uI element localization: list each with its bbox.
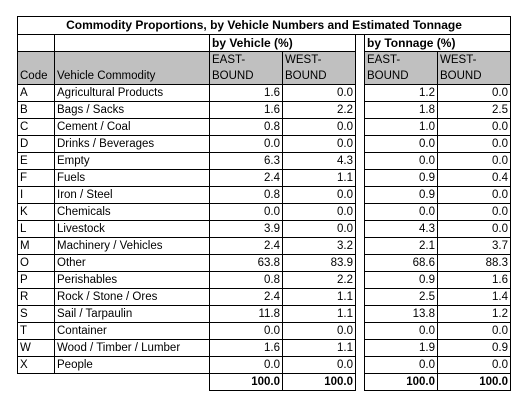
- group-header-row: [18, 35, 511, 52]
- cell-vehicle-eastbound: 6.3: [210, 153, 283, 170]
- cell-commodity: Chemicals: [55, 204, 210, 221]
- cell-tonnage-westbound: 0.0: [438, 204, 511, 221]
- cell-commodity: Perishables: [55, 272, 210, 289]
- table-row: [18, 102, 511, 119]
- cell-tonnage-westbound: 0.0: [438, 119, 511, 136]
- group-by-vehicle: by Vehicle (%): [210, 35, 356, 52]
- header-tonnage-eastbound: EAST- BOUND: [365, 52, 438, 85]
- cell-tonnage-eastbound: 0.0: [365, 357, 438, 374]
- cell-vehicle-westbound: 2.2: [283, 102, 356, 119]
- cell-tonnage-eastbound: 0.0: [365, 153, 438, 170]
- table-row: [18, 170, 511, 187]
- cell-tonnage-eastbound: 0.9: [365, 187, 438, 204]
- cell-vehicle-eastbound: 1.6: [210, 102, 283, 119]
- cell-tonnage-westbound: 2.5: [438, 102, 511, 119]
- table-row: [18, 187, 511, 204]
- cell-tonnage-eastbound: 13.8: [365, 306, 438, 323]
- cell-vehicle-eastbound: 11.8: [210, 306, 283, 323]
- cell-commodity: Sail / Tarpaulin: [55, 306, 210, 323]
- total-tonnage-westbound: 100.0: [438, 374, 511, 391]
- table-row: [18, 85, 511, 102]
- cell-vehicle-westbound: 83.9: [283, 255, 356, 272]
- cell-tonnage-eastbound: 68.6: [365, 255, 438, 272]
- table-row: [18, 323, 511, 340]
- cell-tonnage-westbound: 0.0: [438, 136, 511, 153]
- cell-commodity: Wood / Timber / Lumber: [55, 340, 210, 357]
- cell-vehicle-westbound: 2.2: [283, 272, 356, 289]
- table-row: [18, 204, 511, 221]
- cell-vehicle-westbound: 0.0: [283, 187, 356, 204]
- cell-vehicle-eastbound: 1.6: [210, 340, 283, 357]
- cell-commodity: Empty: [55, 153, 210, 170]
- cell-code: X: [18, 357, 55, 374]
- cell-commodity: Rock / Stone / Ores: [55, 289, 210, 306]
- cell-commodity: Other: [55, 255, 210, 272]
- group-by-tonnage: by Tonnage (%): [365, 35, 511, 52]
- cell-vehicle-westbound: 0.0: [283, 204, 356, 221]
- cell-commodity: Machinery / Vehicles: [55, 238, 210, 255]
- cell-code: S: [18, 306, 55, 323]
- cell-commodity: Fuels: [55, 170, 210, 187]
- cell-code: L: [18, 221, 55, 238]
- cell-commodity: People: [55, 357, 210, 374]
- cell-code: R: [18, 289, 55, 306]
- cell-tonnage-westbound: 0.0: [438, 153, 511, 170]
- cell-vehicle-eastbound: 0.8: [210, 187, 283, 204]
- cell-vehicle-westbound: 1.1: [283, 170, 356, 187]
- cell-vehicle-westbound: 1.1: [283, 289, 356, 306]
- cell-vehicle-westbound: 1.1: [283, 306, 356, 323]
- cell-tonnage-westbound: 0.0: [438, 221, 511, 238]
- total-vehicle-eastbound: 100.0: [210, 374, 283, 391]
- cell-vehicle-eastbound: 0.8: [210, 272, 283, 289]
- cell-commodity: Livestock: [55, 221, 210, 238]
- cell-tonnage-westbound: 1.4: [438, 289, 511, 306]
- commodity-table-container: [17, 16, 511, 391]
- cell-commodity: Container: [55, 323, 210, 340]
- header-vehicle-westbound: WEST- BOUND: [283, 52, 356, 85]
- total-tonnage-eastbound: 100.0: [365, 374, 438, 391]
- table-row: [18, 119, 511, 136]
- cell-vehicle-westbound: 0.0: [283, 85, 356, 102]
- cell-vehicle-westbound: 4.3: [283, 153, 356, 170]
- cell-tonnage-eastbound: 4.3: [365, 221, 438, 238]
- cell-tonnage-eastbound: 2.5: [365, 289, 438, 306]
- cell-vehicle-eastbound: 2.4: [210, 170, 283, 187]
- cell-tonnage-eastbound: 1.9: [365, 340, 438, 357]
- cell-commodity: Cement / Coal: [55, 119, 210, 136]
- cell-vehicle-westbound: 0.0: [283, 221, 356, 238]
- cell-tonnage-westbound: 0.0: [438, 187, 511, 204]
- cell-code: F: [18, 170, 55, 187]
- header-code: Code: [18, 52, 55, 85]
- cell-vehicle-westbound: 0.0: [283, 119, 356, 136]
- commodity-table: [17, 16, 511, 391]
- cell-tonnage-westbound: 3.7: [438, 238, 511, 255]
- cell-tonnage-westbound: 88.3: [438, 255, 511, 272]
- cell-vehicle-eastbound: 3.9: [210, 221, 283, 238]
- cell-commodity: Iron / Steel: [55, 187, 210, 204]
- cell-tonnage-eastbound: 2.1: [365, 238, 438, 255]
- cell-tonnage-westbound: 0.0: [438, 323, 511, 340]
- cell-code: P: [18, 272, 55, 289]
- header-commodity: Vehicle Commodity: [55, 52, 210, 85]
- cell-tonnage-eastbound: 0.0: [365, 323, 438, 340]
- table-row: [18, 289, 511, 306]
- cell-tonnage-westbound: 1.6: [438, 272, 511, 289]
- cell-vehicle-westbound: 0.0: [283, 357, 356, 374]
- cell-code: B: [18, 102, 55, 119]
- table-row: [18, 255, 511, 272]
- table-row: [18, 221, 511, 238]
- cell-vehicle-eastbound: 0.0: [210, 136, 283, 153]
- table-row: [18, 340, 511, 357]
- cell-tonnage-eastbound: 0.9: [365, 170, 438, 187]
- cell-tonnage-eastbound: 0.9: [365, 272, 438, 289]
- cell-vehicle-eastbound: 0.0: [210, 357, 283, 374]
- cell-vehicle-eastbound: 0.8: [210, 119, 283, 136]
- cell-commodity: Drinks / Beverages: [55, 136, 210, 153]
- cell-tonnage-westbound: 0.4: [438, 170, 511, 187]
- cell-vehicle-eastbound: 0.0: [210, 204, 283, 221]
- cell-code: O: [18, 255, 55, 272]
- cell-code: D: [18, 136, 55, 153]
- cell-code: E: [18, 153, 55, 170]
- cell-vehicle-westbound: 0.0: [283, 323, 356, 340]
- cell-tonnage-eastbound: 0.0: [365, 204, 438, 221]
- cell-tonnage-westbound: 0.9: [438, 340, 511, 357]
- cell-tonnage-westbound: 1.2: [438, 306, 511, 323]
- title-row: [18, 17, 511, 35]
- cell-vehicle-eastbound: 1.6: [210, 85, 283, 102]
- cell-tonnage-eastbound: 1.2: [365, 85, 438, 102]
- cell-code: C: [18, 119, 55, 136]
- table-row: [18, 238, 511, 255]
- total-vehicle-westbound: 100.0: [283, 374, 356, 391]
- cell-code: M: [18, 238, 55, 255]
- cell-code: W: [18, 340, 55, 357]
- cell-vehicle-eastbound: 63.8: [210, 255, 283, 272]
- cell-tonnage-westbound: 0.0: [438, 85, 511, 102]
- header-tonnage-westbound: WEST- BOUND: [438, 52, 511, 85]
- cell-vehicle-eastbound: 0.0: [210, 323, 283, 340]
- totals-row: [18, 374, 511, 391]
- cell-code: A: [18, 85, 55, 102]
- table-row: [18, 357, 511, 374]
- table-row: [18, 306, 511, 323]
- cell-vehicle-westbound: 1.1: [283, 340, 356, 357]
- table-row: [18, 272, 511, 289]
- cell-tonnage-eastbound: 1.8: [365, 102, 438, 119]
- cell-tonnage-eastbound: 1.0: [365, 119, 438, 136]
- cell-vehicle-westbound: 0.0: [283, 136, 356, 153]
- cell-code: T: [18, 323, 55, 340]
- table-row: [18, 153, 511, 170]
- cell-tonnage-eastbound: 0.0: [365, 136, 438, 153]
- cell-commodity: Agricultural Products: [55, 85, 210, 102]
- cell-code: I: [18, 187, 55, 204]
- cell-code: K: [18, 204, 55, 221]
- cell-tonnage-westbound: 0.0: [438, 357, 511, 374]
- table-title: Commodity Proportions, by Vehicle Numbers and Estimated Tonnage: [18, 17, 511, 35]
- cell-vehicle-eastbound: 2.4: [210, 289, 283, 306]
- cell-vehicle-westbound: 3.2: [283, 238, 356, 255]
- cell-commodity: Bags / Sacks: [55, 102, 210, 119]
- column-header-row: [18, 52, 511, 85]
- header-vehicle-eastbound: EAST- BOUND: [210, 52, 283, 85]
- table-row: [18, 136, 511, 153]
- cell-vehicle-eastbound: 2.4: [210, 238, 283, 255]
